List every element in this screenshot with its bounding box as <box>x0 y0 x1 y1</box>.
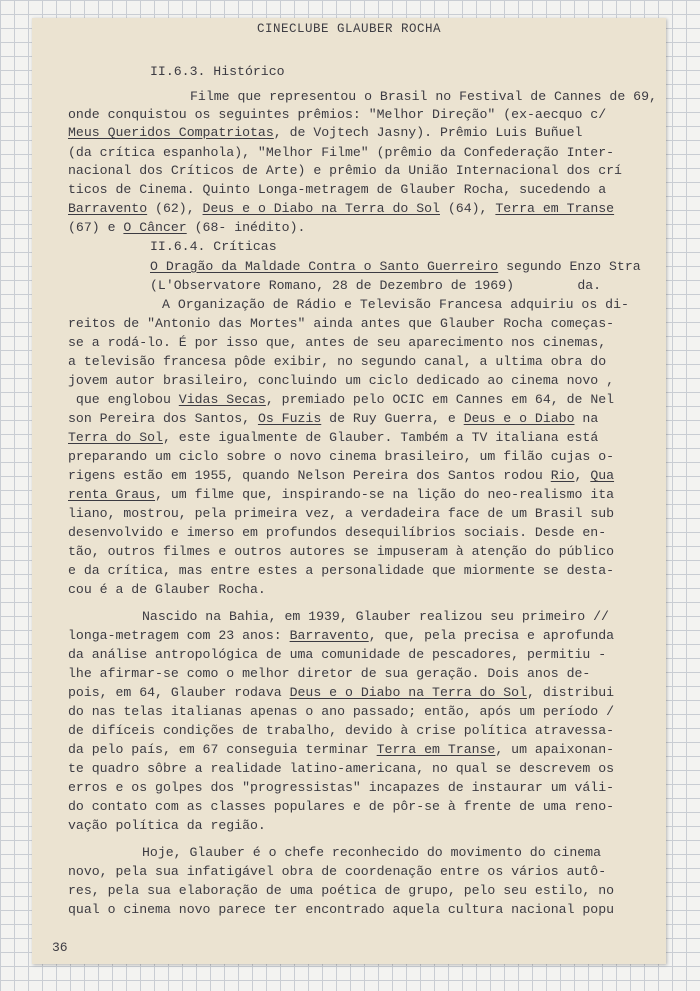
page-number: 36 <box>52 940 68 955</box>
underlined-title: Meus Queridos Compatriotas <box>68 125 274 140</box>
text-segment: segundo Enzo Stra <box>498 259 641 274</box>
text-line <box>68 543 614 561</box>
underlined-title: Qua <box>590 468 615 483</box>
text-line <box>162 296 629 314</box>
text-line <box>68 779 614 797</box>
text-segment: do contato com as classes populares e de pôr-se à frente de uma reno- <box>68 799 615 814</box>
text-segment: jovem autor brasileiro, concluindo um ciclo dedicado ao cinema novo , <box>68 373 615 388</box>
underlined-title: Rio <box>550 468 575 483</box>
text-segment: se a rodá-lo. É por isso que, antes de seu aparecimento nos cinemas, <box>68 335 607 350</box>
underlined-title: Deus e o Diabo <box>463 411 575 426</box>
text-segment: Nascido na Bahia, em 1939, Glauber realizou seu primeiro // <box>142 609 609 624</box>
text-segment: son Pereira dos Santos, <box>68 411 258 426</box>
text-line <box>68 448 614 466</box>
text-line <box>68 372 614 390</box>
text-line <box>68 524 606 542</box>
text-line <box>150 258 641 276</box>
text-line <box>68 410 598 428</box>
text-line <box>68 627 614 645</box>
underlined-title: O Dragão da Maldade Contra o Santo Guerreiro <box>150 259 499 274</box>
text-segment: , premiado pelo OCIC em Cannes em 64, de Nel <box>265 392 615 407</box>
text-segment: na <box>574 411 599 426</box>
text-segment: , distribui <box>527 685 615 700</box>
text-line <box>68 760 614 778</box>
text-segment: Filme que representou o Brasil no Festival de Cannes de 69, <box>190 89 657 104</box>
text-line <box>68 703 614 721</box>
text-segment: te quadro sôbre a realidade latino-americana, no qual se descrevem os <box>68 761 615 776</box>
text-line <box>68 798 614 816</box>
text-segment: (da crítica espanhola), "Melhor Filme" (prêmio da Confederação Inter- <box>68 145 615 160</box>
text-segment: do nas telas italianas apenas o ano passado; então, após um período / <box>68 704 615 719</box>
text-line <box>68 106 606 124</box>
text-line <box>68 219 305 237</box>
text-segment: tão, outros filmes e outros autores se impuseram à atenção do público <box>68 544 615 559</box>
underlined-title: Terra do Sol <box>68 430 163 445</box>
text-line <box>68 429 598 447</box>
underlined-title: Barravento <box>289 628 369 643</box>
text-segment: erros e os golpes dos "progressistas" incapazes de instaurar um váli- <box>68 780 615 795</box>
text-line <box>68 665 590 683</box>
text-line <box>68 200 614 218</box>
underlined-title: Deus e o Diabo na Terra do Sol <box>202 201 440 216</box>
text-line <box>142 844 601 862</box>
text-segment: novo, pela sua infatigável obra de coordenação entre os vários autô- <box>68 864 607 879</box>
text-segment: liano, mostrou, pela primeira vez, a verdadeira face de um Brasil sub <box>68 506 615 521</box>
text-segment: de difíceis condições de trabalho, devido à crise política atravessa- <box>68 723 615 738</box>
text-line <box>68 334 606 352</box>
text-line <box>68 581 266 599</box>
text-line <box>68 863 606 881</box>
underlined-title: Deus e o Diabo na Terra do Sol <box>289 685 528 700</box>
text-segment: Hoje, Glauber é o chefe reconhecido do movimento do cinema <box>142 845 601 860</box>
text-segment: , que, pela precisa e aprofunda <box>368 628 615 643</box>
text-segment: (L'Observatore Romano, 28 de Dezembro de 1969) da. <box>150 278 602 293</box>
text-line <box>68 391 614 409</box>
text-line <box>142 608 609 626</box>
text-segment: , um apaixonan- <box>495 742 615 757</box>
text-line <box>150 238 277 256</box>
text-segment: (64), <box>439 201 496 216</box>
text-segment: que englobou <box>68 392 179 407</box>
text-segment: a televisão francesa pôde exibir, no segundo canal, a ultima obra do <box>68 354 607 369</box>
text-segment: lhe afirmar-se como o melhor diretor de sua geração. Dois anos de- <box>68 666 591 681</box>
text-line <box>68 882 614 900</box>
text-line <box>68 144 614 162</box>
text-segment: A Organização de Rádio e Televisão Francesa adquiriu os di- <box>162 297 629 312</box>
text-segment: qual o cinema novo parece ter encontrado aquela cultura nacional popu <box>68 902 615 917</box>
text-segment: da análise antropológica de uma comunidade de pescadores, permitiu - <box>68 647 607 662</box>
text-line <box>150 277 601 295</box>
text-segment: (67) e <box>68 220 124 235</box>
text-segment: rigens estão em 1955, quando Nelson Pereira dos Santos rodou <box>68 468 551 483</box>
text-segment: onde conquistou os seguintes prêmios: "Melhor Direção" (ex-aecquo c/ <box>68 107 607 122</box>
text-segment: preparando um ciclo sobre o novo cinema brasileiro, um filão cujas o- <box>68 449 615 464</box>
text-segment: (62), <box>147 201 203 216</box>
text-segment: vação política da região. <box>68 818 266 833</box>
text-line <box>68 505 614 523</box>
text-line <box>68 646 606 664</box>
document-page <box>32 18 666 964</box>
text-line <box>68 817 266 835</box>
text-segment: (68- inédito). <box>186 220 306 235</box>
text-line <box>68 562 614 580</box>
text-segment: , de Vojtech Jasny). Prêmio Luis Buñuel <box>273 125 583 140</box>
underlined-title: O Câncer <box>123 220 187 235</box>
text-line <box>68 741 614 759</box>
underlined-title: Vidas Secas <box>178 392 266 407</box>
page-header: CINECLUBE GLAUBER ROCHA <box>256 22 442 36</box>
underlined-title: Terra em Transe <box>495 201 615 216</box>
text-segment: de Ruy Guerra, e <box>321 411 464 426</box>
text-segment: da pelo país, em 67 conseguia terminar <box>68 742 377 757</box>
text-segment: longa-metragem com 23 anos: <box>68 628 290 643</box>
text-segment: nacional dos Críticos de Arte) e prêmio da União Internacional dos crí <box>68 163 622 178</box>
text-line <box>68 353 606 371</box>
text-segment: pois, em 64, Glauber rodava <box>68 685 290 700</box>
text-line <box>68 181 606 199</box>
text-line <box>68 124 582 142</box>
underlined-title: Os Fuzis <box>257 411 322 426</box>
text-segment: , <box>574 468 591 483</box>
text-line <box>68 486 614 504</box>
text-line <box>68 722 614 740</box>
text-line <box>68 467 614 485</box>
text-segment: ticos de Cinema. Quinto Longa-metragem de Glauber Rocha, sucedendo a <box>68 182 607 197</box>
underlined-title: Barravento <box>68 201 148 216</box>
underlined-title: renta Graus <box>68 487 156 502</box>
text-line <box>68 684 614 702</box>
text-line <box>68 315 614 333</box>
text-line <box>68 901 614 919</box>
text-segment: desenvolvido e imerso em profundos desequilíbrios sociais. Desde en- <box>68 525 607 540</box>
underlined-title: Terra em Transe <box>376 742 496 757</box>
text-segment: , um filme que, inspirando-se na lição do neo-realismo ita <box>155 487 615 502</box>
text-line <box>68 162 622 180</box>
text-segment: , este igualmente de Glauber. Também a TV italiana está <box>162 430 599 445</box>
text-segment: II.6.3. Histórico <box>150 64 285 79</box>
text-segment: cou é a de Glauber Rocha. <box>68 582 266 597</box>
text-line <box>150 63 285 81</box>
text-segment: II.6.4. Críticas <box>150 239 277 254</box>
text-segment: reitos de "Antonio das Mortes" ainda antes que Glauber Rocha começas- <box>68 316 615 331</box>
text-segment: e da crítica, mas entre estes a personalidade que miormente se desta- <box>68 563 615 578</box>
text-segment: res, pela sua elaboração de uma poética de grupo, pelo seu estilo, no <box>68 883 615 898</box>
text-line <box>190 88 657 106</box>
